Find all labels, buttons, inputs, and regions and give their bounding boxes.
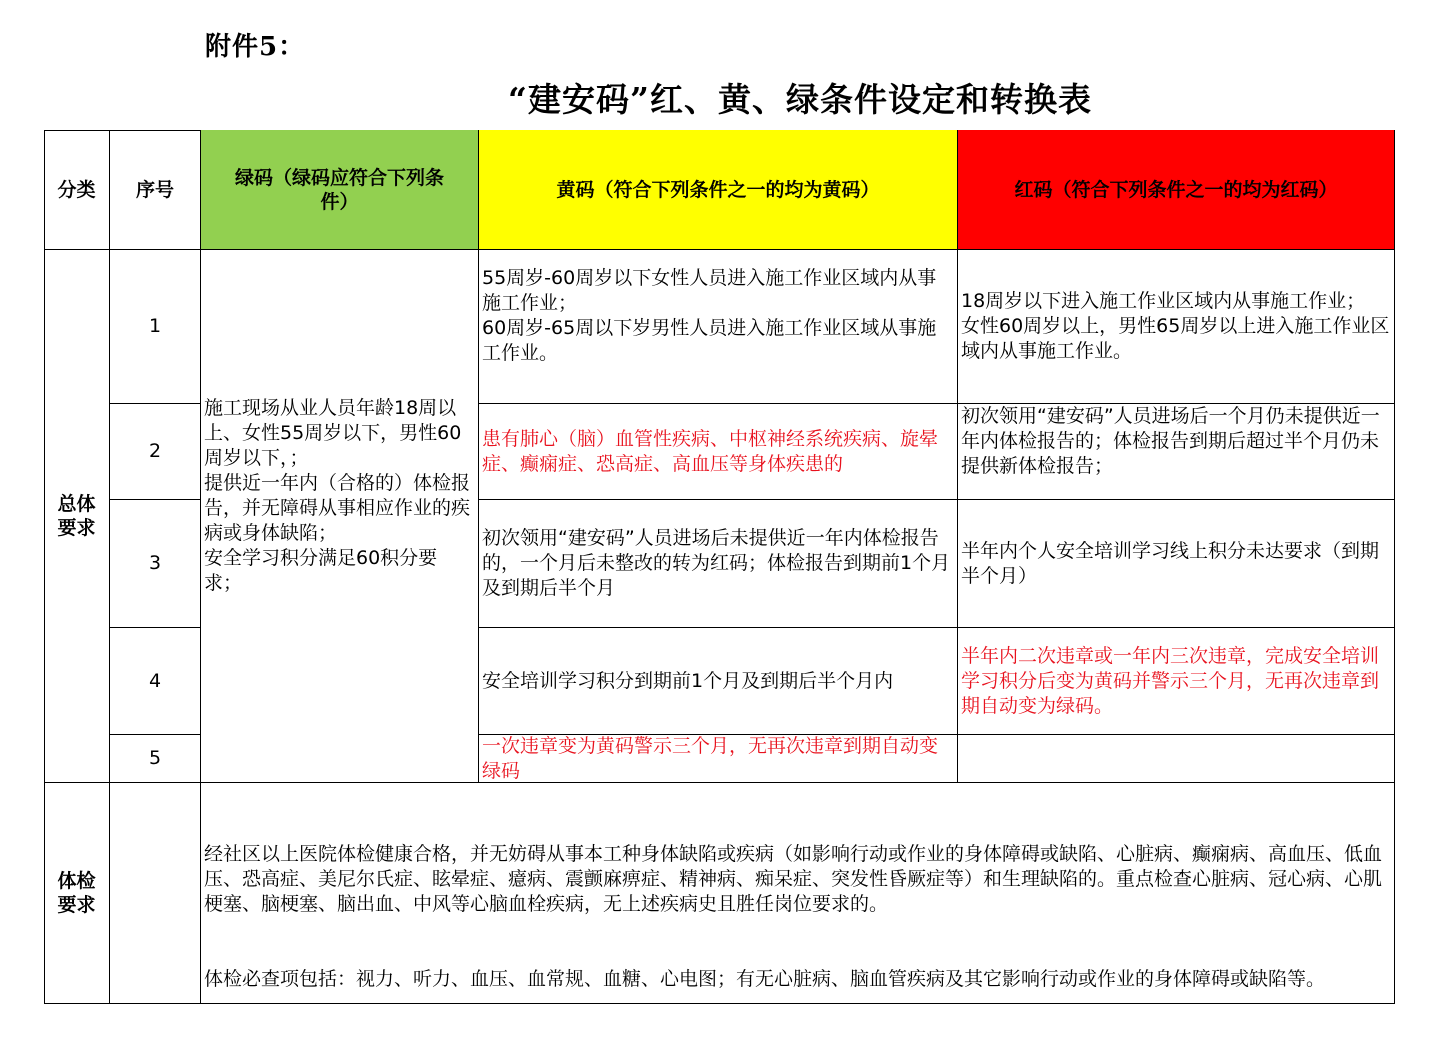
red-condition-2: 初次领用“建安码”人员进场后一个月仍未提供近一年内体检报告的；体检报告到期后超过半个月仍未提供新体检报告； xyxy=(958,404,1395,500)
serial-2: 2 xyxy=(110,404,201,500)
category-general: 总体 要求 xyxy=(44,250,110,783)
yellow-condition-4: 安全培训学习积分到期前1个月及到期后半个月内 xyxy=(479,628,958,735)
red-condition-1: 18周岁以下进入施工作业区域内从事施工作业； 女性60周岁以上，男性65周岁以上进入施工作业区域内从事施工作业。 xyxy=(958,250,1395,404)
red-condition-4: 半年内二次违章或一年内三次违章，完成安全培训学习积分后变为黄码并警示三个月，无再次违章到期自动变为绿码。 xyxy=(958,628,1395,735)
yellow-condition-3: 初次领用“建安码”人员进场后未提供近一年内体检报告的，一个月后未整改的转为红码；体检报告到期前1个月及到期后半个月 xyxy=(479,500,958,628)
serial-3: 3 xyxy=(110,500,201,628)
red-condition-5 xyxy=(958,735,1395,783)
yellow-condition-5: 一次违章变为黄码警示三个月，无再次违章到期自动变绿码 xyxy=(479,735,958,783)
attachment-label: 附件5： xyxy=(205,32,306,62)
header-yellow-code: 黄码（符合下列条件之一的均为黄码） xyxy=(479,130,958,250)
yellow-condition-2: 患有肺心（脑）血管性疾病、中枢神经系统疾病、旋晕症、癫痫症、恐高症、高血压等身体疾患的 xyxy=(479,404,958,500)
red-condition-3: 半年内个人安全培训学习线上积分未达要求（到期半个月） xyxy=(958,500,1395,628)
green-conditions: 施工现场从业人员年龄18周以上、女性55周岁以下，男性60周岁以下，； 提供近一年内（合格的）体检报告，并无障碍从事相应作业的疾病或身体缺陷； 安全学习积分满足60积分要求； xyxy=(201,250,479,783)
medical-requirements xyxy=(201,783,1395,1004)
serial-4: 4 xyxy=(110,628,201,735)
category-medical: 体检 要求 xyxy=(44,783,110,1004)
header-red-code: 红码（符合下列条件之一的均为红码） xyxy=(958,130,1395,250)
serial-5: 5 xyxy=(110,735,201,783)
serial-1: 1 xyxy=(110,250,201,404)
yellow-condition-1: 55周岁-60周岁以下女性人员进入施工作业区域内从事施工作业； 60周岁-65周以下岁男性人员进入施工作业区域从事施工作业。 xyxy=(479,250,958,404)
header-serial: 序号 xyxy=(110,130,201,250)
page-title: “建安码”红、黄、绿条件设定和转换表 xyxy=(508,80,1092,119)
medical-paragraph-1: 经社区以上医院体检健康合格，并无妨碍从事本工种身体缺陷或疾病（如影响行动或作业的身体障碍或缺陷、心脏病、癫痫病、高血压、低血压、恐高症、美尼尔氏症、眩晕症、癔病、震颤麻痹症、精神病、痴呆症、突发性昏厥症等）和生理缺陷的。重点检查心脏病、冠心病、心肌梗塞、脑梗塞、脑出血、中风等心脑血栓疾病，无上述疾病史且胜任岗位要求的。 xyxy=(204,843,1383,915)
serial-medical xyxy=(110,783,201,1004)
header-category: 分类 xyxy=(44,130,110,250)
header-green-code: 绿码（绿码应符合下列条件） xyxy=(201,130,479,250)
medical-paragraph-2: 体检必查项包括：视力、听力、血压、血常规、血糖、心电图；有无心脏病、脑血管疾病及其它影响行动或作业的身体障碍或缺陷等。 xyxy=(204,968,1326,990)
